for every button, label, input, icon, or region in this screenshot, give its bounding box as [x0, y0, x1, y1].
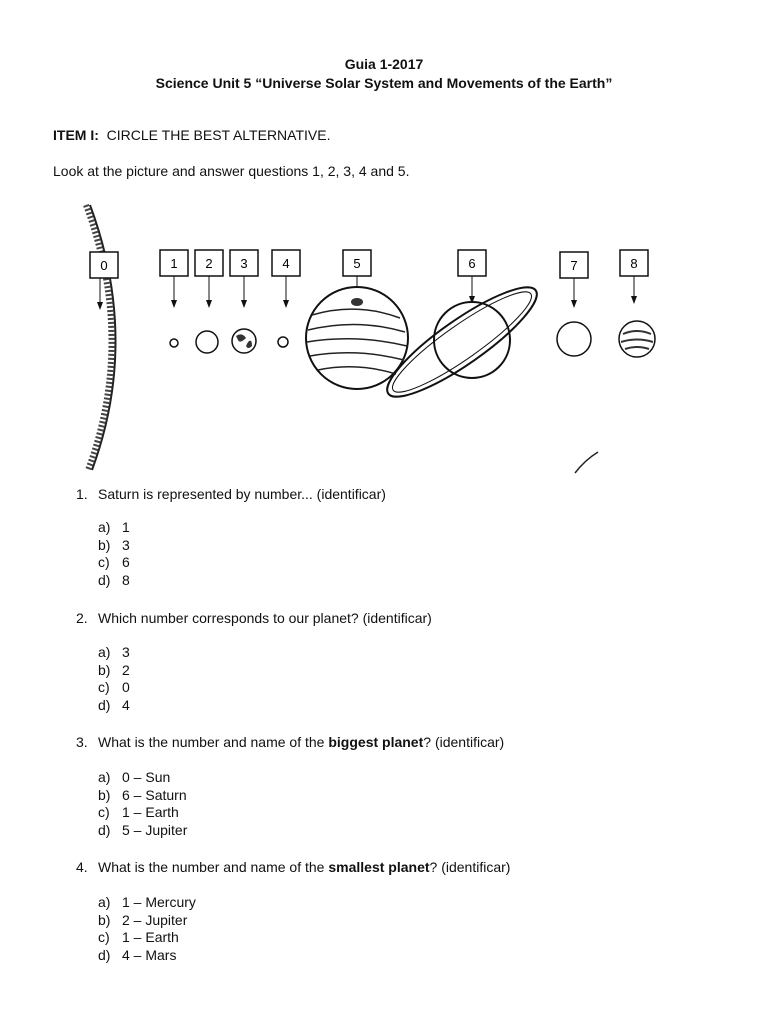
- item-instruction: CIRCLE THE BEST ALTERNATIVE.: [106, 127, 331, 143]
- planet-3-earth: [232, 329, 256, 353]
- question-2-options: [98, 644, 130, 714]
- label-4: 4: [282, 256, 290, 271]
- option-2d[interactable]: d) 4: [98, 696, 130, 713]
- option-2c[interactable]: c) 0: [98, 679, 130, 695]
- question-4-number: 4.: [76, 859, 88, 875]
- option-1c[interactable]: c) 6: [98, 554, 130, 570]
- label-box-1: [160, 250, 188, 308]
- question-3-keyword: biggest planet: [328, 734, 424, 750]
- question-4-text-after: ? (identificar): [429, 859, 511, 875]
- planet-1-mercury: [170, 339, 178, 347]
- intro-text: Look at the picture and answer questions 1, 2, 3, 4 and 5.: [53, 163, 410, 179]
- option-2b[interactable]: b) 2: [98, 661, 130, 678]
- question-1-text: Saturn is represented by number... (identificar): [98, 486, 386, 502]
- question-3-options: [98, 769, 187, 839]
- question-1-number: 1.: [76, 486, 88, 502]
- question-4-text-before: What is the number and name of the: [98, 859, 329, 875]
- option-3a[interactable]: a) 0 – Sun: [98, 769, 171, 785]
- question-3-text-after: ? (identificar): [423, 734, 505, 750]
- question-3-text-before: What is the number and name of the: [98, 734, 329, 750]
- option-3d[interactable]: d) 5 – Jupiter: [98, 821, 188, 838]
- label-box-3: [230, 250, 258, 308]
- option-4b[interactable]: b) 2 – Jupiter: [98, 911, 188, 928]
- guide-title: Guia 1-2017: [344, 56, 424, 72]
- option-4a[interactable]: a) 1 – Mercury: [98, 894, 196, 910]
- option-3c[interactable]: c) 1 – Earth: [98, 804, 179, 820]
- question-4-options: [98, 894, 196, 964]
- label-3: 3: [240, 256, 248, 271]
- option-1b[interactable]: b) 3: [98, 536, 130, 553]
- question-2-text: Which number corresponds to our planet? (identificar): [98, 610, 432, 626]
- question-2-number: 2.: [76, 610, 88, 626]
- option-1d[interactable]: d) 8: [98, 571, 130, 588]
- question-1-options: [98, 519, 130, 589]
- label-2: 2: [205, 256, 213, 271]
- option-3b[interactable]: b) 6 – Saturn: [98, 786, 187, 803]
- label-box-4: [272, 250, 300, 308]
- label-7: 7: [570, 258, 578, 273]
- question-3-number: 3.: [76, 734, 88, 750]
- planet-5-jupiter: [306, 287, 408, 389]
- question-2: [76, 610, 432, 626]
- sun-illustration: [86, 205, 116, 470]
- label-8: 8: [630, 256, 638, 271]
- unit-title: Science Unit 5 “Universe Solar System and Movements of the Earth”: [155, 75, 613, 91]
- label-box-6: [458, 250, 486, 304]
- option-1a[interactable]: a) 1: [98, 519, 130, 535]
- question-3: [76, 734, 504, 750]
- question-1: [76, 486, 386, 502]
- planet-8-neptune: [619, 321, 655, 357]
- item-label: ITEM I:: [53, 127, 99, 143]
- item-heading: [53, 127, 330, 143]
- option-4c[interactable]: c) 1 – Earth: [98, 929, 179, 945]
- label-box-7: [560, 252, 588, 308]
- label-box-8: [620, 250, 648, 304]
- question-4: [76, 859, 510, 875]
- planet-4-mars: [278, 337, 288, 347]
- label-5: 5: [353, 256, 361, 271]
- question-4-keyword: smallest planet: [328, 859, 430, 875]
- label-6: 6: [468, 256, 476, 271]
- option-2a[interactable]: a) 3: [98, 644, 130, 660]
- solar-system-figure: [80, 190, 670, 480]
- label-0: 0: [100, 258, 108, 273]
- label-1: 1: [170, 256, 178, 271]
- label-box-2: [195, 250, 223, 308]
- planet-7-uranus: [557, 322, 591, 356]
- planet-2-venus: [196, 331, 218, 353]
- option-4d[interactable]: d) 4 – Mars: [98, 946, 177, 963]
